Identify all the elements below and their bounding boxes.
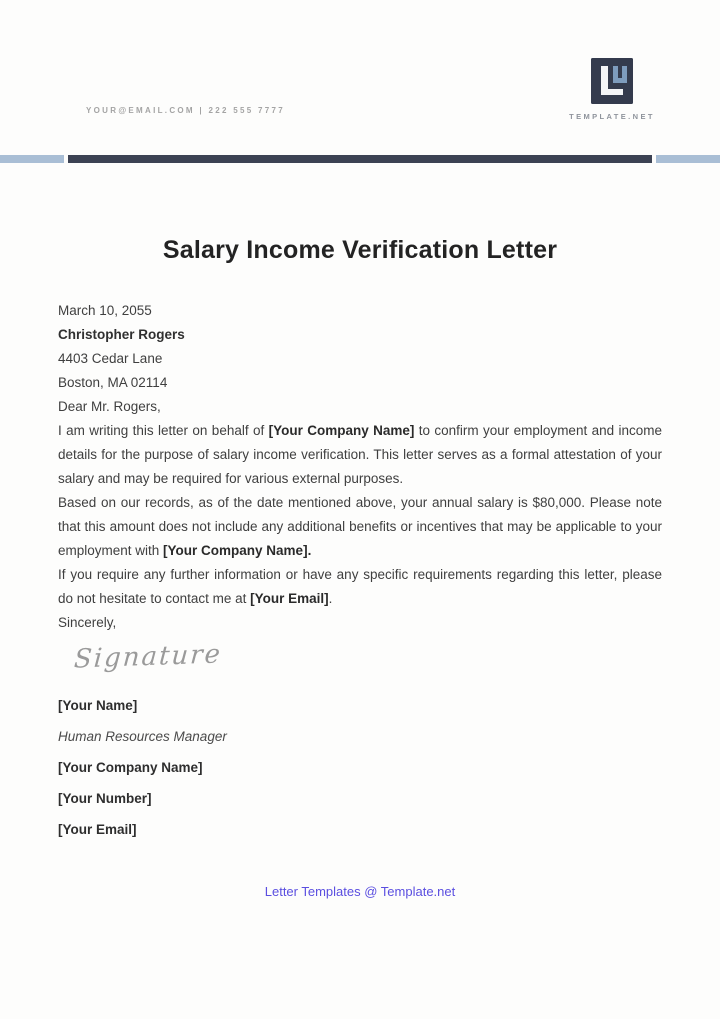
brand-name: TEMPLATE.NET: [569, 112, 655, 121]
signoff-role: Human Resources Manager: [58, 729, 227, 744]
letter-body: [58, 299, 662, 852]
paragraph-1-placeholder: [Your Company Name]: [268, 423, 415, 438]
paragraph-1-text: I am writing this letter on behalf of: [58, 423, 269, 438]
paragraph-1-text-cont: to confirm your employment and income details for the purpose of salary income verification. This letter serves as a formal attestation of your salary and may be required for various external purposes.: [58, 423, 662, 486]
signoff-company: [Your Company Name]: [58, 760, 203, 775]
address-line-2: Boston, MA 02114: [58, 375, 168, 390]
divider-bar: [0, 155, 720, 163]
brand-block: [556, 58, 668, 121]
signoff-block: [58, 697, 662, 839]
salutation: Dear Mr. Rogers,: [58, 399, 161, 414]
divider-accent-right: [656, 155, 720, 163]
paragraph-3-text: If you require any further information or have any specific requirements regarding this letter, please do not hesitate to contact me at: [58, 567, 662, 606]
page-title: Salary Income Verification Letter: [162, 236, 558, 264]
paragraph-3: [58, 563, 662, 611]
signature-script: Signature: [72, 639, 224, 675]
template-net-logo-icon: [591, 58, 633, 104]
paragraph-3-text-cont: .: [328, 591, 333, 606]
signoff-email: [Your Email]: [58, 822, 137, 837]
paragraph-2: [58, 491, 662, 563]
address-line-1: 4403 Cedar Lane: [58, 351, 163, 366]
footer: [0, 883, 720, 901]
paragraph-2-placeholder: [Your Company Name].: [163, 543, 312, 558]
paragraph-3-placeholder: [Your Email]: [250, 591, 329, 606]
closing-line: Sincerely,: [58, 615, 117, 630]
signoff-number: [Your Number]: [58, 791, 152, 806]
date-line: March 10, 2055: [58, 303, 152, 318]
divider-main: [68, 155, 652, 163]
divider-accent-left: [0, 155, 64, 163]
recipient-name: Christopher Rogers: [58, 327, 185, 342]
signoff-name: [Your Name]: [58, 698, 138, 713]
paragraph-2-text: Based on our records, as of the date mentioned above, your annual salary is $80,000. Please note that this amount does not include any additional benefits or incentives that may be applicable to your employment with: [58, 495, 662, 558]
header-contact-info: YOUR@EMAIL.COM | 222 555 7777: [86, 106, 286, 115]
footer-template-link[interactable]: Letter Templates @ Template.net: [264, 884, 456, 899]
paragraph-1: [58, 419, 662, 491]
